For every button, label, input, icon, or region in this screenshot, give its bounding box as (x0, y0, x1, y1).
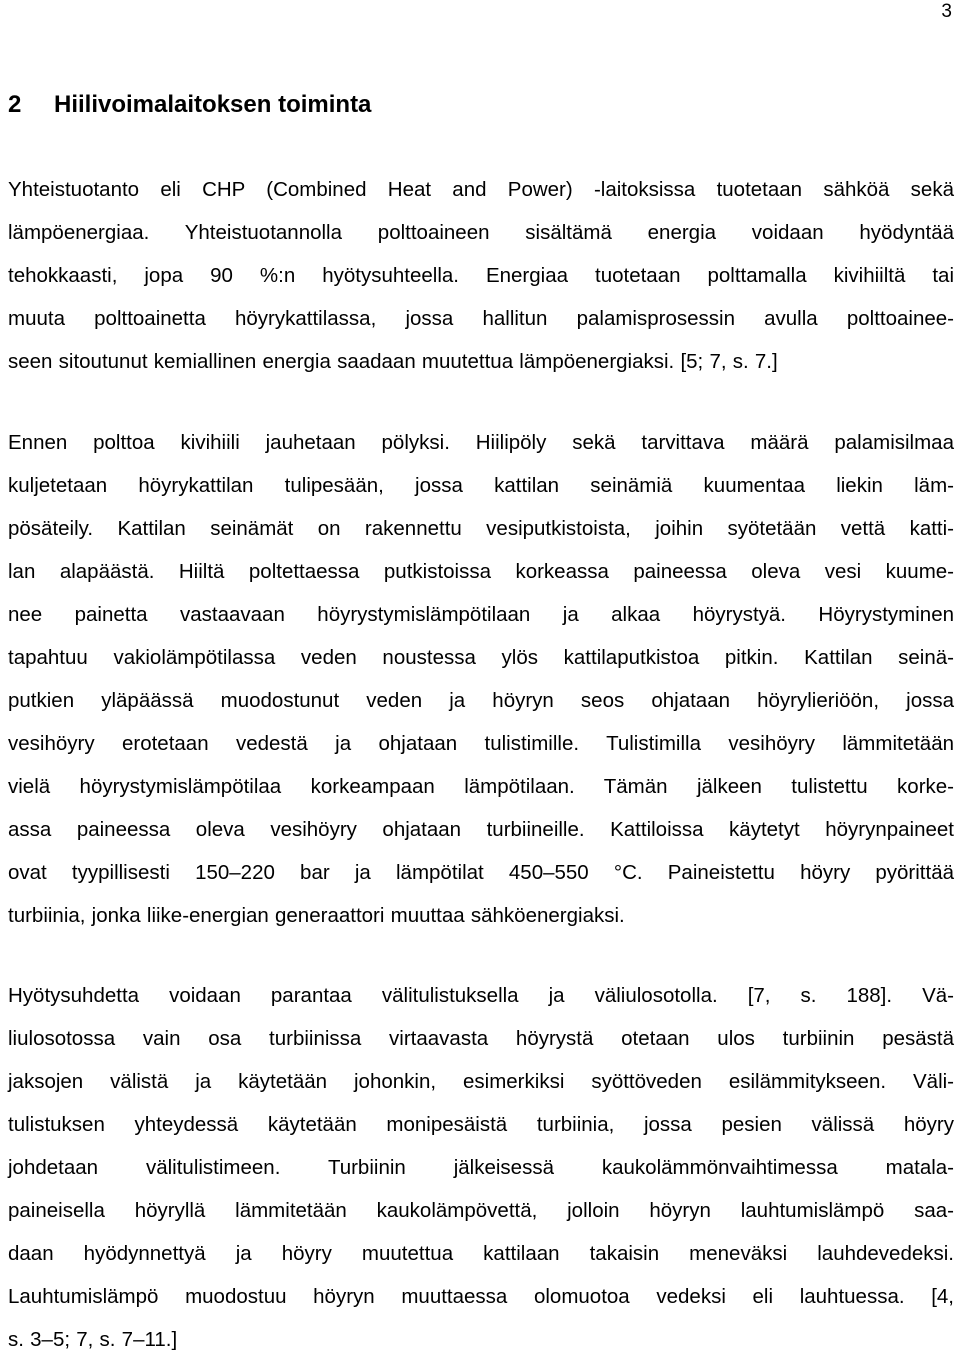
section-number: 2 (8, 91, 22, 118)
text-line: lan alapäästä. Hiiltä poltettaessa putkistoissa korkeassa paineessa oleva vesi kuume- (8, 560, 954, 583)
text-line: muuta polttoainetta höyrykattilassa, jossa hallitun palamisprosessin avulla polttoainee- (8, 307, 954, 330)
text-line: assa paineessa oleva vesihöyry ohjataan turbiineille. Kattiloissa käytetyt höyrynpaineet (8, 818, 954, 841)
paragraph-efficiency (8, 974, 954, 1361)
text-line: jaksojen välistä ja käytetään johonkin, esimerkiksi syöttöveden esilämmitykseen. Väli- (8, 1070, 954, 1093)
text-line: tapahtuu vakiolämpötilassa veden noustessa ylös kattilaputkistoa pitkin. Kattilan seinä- (8, 646, 954, 669)
text-line: lämpöenergiaa. Yhteistuotannolla polttoaineen sisältämä energia voidaan hyödyntää (8, 221, 954, 244)
text-line: turbiinia, jonka liike-energian generaattori muuttaa sähköenergiaksi. (8, 904, 625, 927)
section-title: Hiilivoimalaitoksen toiminta (54, 91, 372, 118)
text-line: pösäteily. Kattilan seinämät on rakennettu vesiputkistoista, joihin syötetään vettä katti- (8, 517, 954, 540)
text-line: seen sitoutunut kemiallinen energia saadaan muutettua lämpöenergiaksi. [5; 7, s. 7.] (8, 350, 778, 373)
text-line: liulosotossa vain osa turbiinissa virtaavasta höyrystä otetaan ulos turbiinin pesästä (8, 1027, 954, 1050)
text-line: tehokkaasti, jopa 90 %:n hyötysuhteella. Energiaa tuotetaan polttamalla kivihiiltä tai (8, 264, 954, 287)
paragraph-chp-intro (8, 168, 954, 383)
page-number: 3 (941, 1, 952, 22)
text-line: Ennen polttoa kivihiili jauhetaan pölyksi. Hiilipöly sekä tarvittava määrä palamisilmaa (8, 431, 954, 454)
text-line: paineisella höyryllä lämmitetään kaukolämpövettä, jolloin höyryn lauhtumislämpö saa- (8, 1199, 954, 1222)
section-heading (8, 90, 371, 120)
text-line: johdetaan välitulistimeen. Turbiinin jälkeisessä kaukolämmönvaihtimessa matala- (8, 1156, 954, 1179)
text-line: vielä höyrystymislämpötilaa korkeampaan lämpötilaan. Tämän jälkeen tulistettu korke- (8, 775, 954, 798)
paragraph-coal-combustion (8, 421, 954, 937)
text-line: putkien yläpäässä muodostunut veden ja höyryn seos ohjataan höyrylieriöön, jossa (8, 689, 954, 712)
text-line: Hyötysuhdetta voidaan parantaa välitulistuksella ja väliulosotolla. [7, s. 188]. Vä- (8, 984, 954, 1007)
text-line: ovat tyypillisesti 150–220 bar ja lämpötilat 450–550 °C. Paineistettu höyry pyörittää (8, 861, 954, 884)
text-line: tulistuksen yhteydessä käytetään monipesäistä turbiinia, jossa pesien välissä höyry (8, 1113, 954, 1136)
text-line: daan hyödynnettyä ja höyry muutettua kattilaan takaisin meneväksi lauhdevedeksi. (8, 1242, 954, 1265)
text-line: Lauhtumislämpö muodostuu höyryn muuttaessa olomuotoa vedeksi eli lauhtuessa. [4, (8, 1285, 954, 1308)
text-line: vesihöyry erotetaan vedestä ja ohjataan tulistimille. Tulistimilla vesihöyry lämmitetään (8, 732, 954, 755)
text-line: kuljetetaan höyrykattilan tulipesään, jossa kattilan seinämiä kuumentaa liekin läm- (8, 474, 954, 497)
text-line: Yhteistuotanto eli CHP (Combined Heat and Power) -laitoksissa tuotetaan sähköä sekä (8, 178, 954, 201)
text-line: nee painetta vastaavaan höyrystymislämpötilaan ja alkaa höyrystyä. Höyrystyminen (8, 603, 954, 626)
text-line: s. 3–5; 7, s. 7–11.] (8, 1328, 178, 1351)
